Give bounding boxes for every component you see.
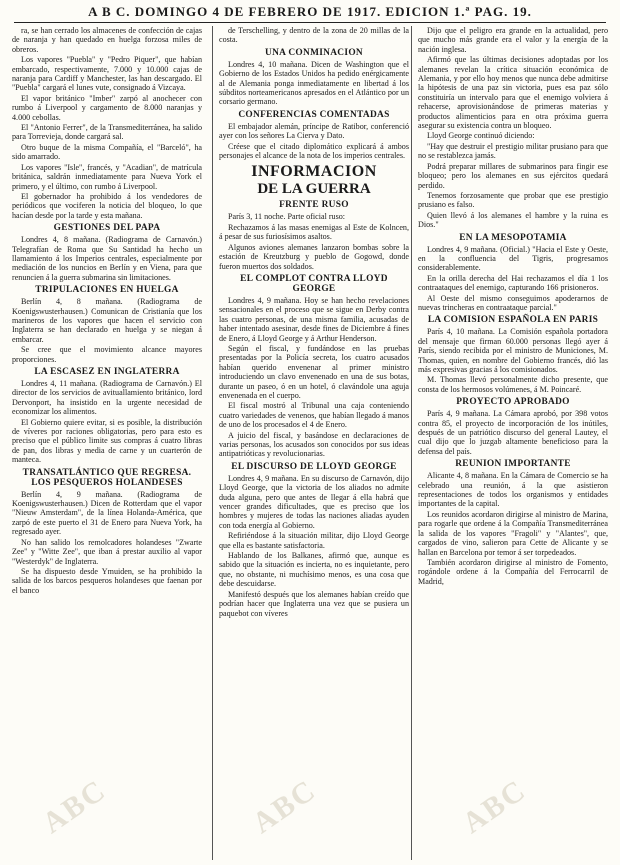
section-heading: LA ESCASEZ EN INGLATERRA [34,367,180,377]
article-paragraph: Los vapores "Isle", francés, y "Acadian", de matrícula británica, saldrán inmediatamente para Nueva York el primero, y el último, con rumbo á Liverpool. [12,162,202,191]
article-paragraph: Según el fiscal, y fundándose en las pruebas presentadas por la Policía secreta, los cuatro acusados habían querido envenenar al primer ministro introduciendo un clavo envenenado en una de sus botas, durante un paseo, ó en un hotel, ó clavándole una aguja envenenada en el cuerpo. [219,343,409,400]
watermark: ABC [456,773,533,840]
article-paragraph: Rechazamos á las masas enemigas al Este de Kolncen, á pesar de sus furiosísimos asaltos. [219,222,409,242]
article-paragraph: Se ha dispuesto desde Ymuiden, se ha prohibido la salida de los barcos pesqueros holandeses que faenan por el banco [12,566,202,595]
section-heading: UNA CONMINACION [265,47,363,58]
article-paragraph: Londres 4, 9 mañana. En su discurso de Carnavón, dijo Lloyd George, que la victoria de los aliados no admite duda alguna, pero que antes de llegar á ella habrá que vencer grandes dificultades, que es preciso que los hombres y mujeres de todas las naciones aliadas ayuden con toda energía al Gobierno. [219,473,409,530]
section-heading: GESTIONES DEL PAPA [53,223,161,234]
header-rule [14,22,606,23]
section-heading: INFORMACION [251,163,377,181]
article-paragraph: Tenemos forzosamente que probar que ese prestigio prusiano es falso. [418,190,608,210]
watermark: ABC [246,773,323,840]
page-header: A B C. DOMINGO 4 DE FEBRERO DE 1917. EDICION 1.ª PAG. 19. [88,4,532,19]
article-paragraph: Londres 4, 10 mañana. Dicen de Washington que el Gobierno de los Estados Unidos ha pedido enérgicamente al de Alemania ponga inmediatamente en libertad á los súbditos norteamericanos apresados en el Atlántico por un corsario germano. [219,59,409,107]
article-paragraph: Refiriéndose á la situación militar, dijo Lloyd George que ella es bastante satisfactoria. [219,531,409,550]
article-paragraph: También acordaron dirigirse al ministro de Fomento, rogándole ordene á la Compañía del Ferrocarril de Madrid, [418,557,608,586]
article-paragraph: Alicante 4, 8 mañana. En la Cámara de Comercio se ha celebrado una reunión, á la que asistieron representaciones de todos los organismos y entidades importantes de la capital. [418,471,608,509]
article-paragraph: Los reunidos acordaron dirigirse al ministro de Marina, para rogarle que ordene á la Compañía Transmediterránea la salida de los vapores "Fragoli" y "Alantes", que, cargados de vino, salieron para Cette de Alicante y se hallan en Barcelona por temor á ser torpedeados. [418,509,608,557]
article-paragraph: Londres 4, 9 mañana. (Oficial.) "Hacia el Este y Oeste, en la confluencia del Tigris, progresamos considerablemente. [418,244,608,273]
article-paragraph: Berlín 4, 8 mañana. (Radiograma de Koenigswusterhausen.) Comunican de Cristianía que los marineros de los vapores que hacen el servicio con Inglaterra se han declarado en huelga y se niegan á embarcar. [12,297,202,344]
column-1 [12,26,202,862]
section-heading: LA COMISION ESPAÑOLA EN PARIS [427,315,599,326]
article-paragraph: Londres 4, 11 mañana. (Radiograma de Carnavón.) El director de los servicios de avituallamiento británico, lord Dervonport, ha insistido en la urgente necesidad de economizar los alimentos. [12,379,202,417]
section-heading: EN LA MESOPOTAMIA [459,232,567,243]
section-heading: FRENTE RUSO [279,200,349,211]
article-paragraph: Afirmó que las últimas decisiones adoptadas por los alemanes revelan la crítica situación económica de Alemania, y por ello hoy menos que nunca debe admitirse la hipótesis de una paz sin victoria, pues esa paz sólo constituiría un intervalo para que el enemigo volviera á rehacerse, aprovisionándose de primeras materias y productos alimenticios para en otra próxima guerra asegurar su existencia contra un bloqueo. [418,55,608,131]
article-paragraph: Se cree que el movimiento alcance mayores proporciones. [12,345,202,364]
column-divider [411,26,412,860]
section-heading: TRIPULACIONES EN HUELGA [35,285,179,296]
column-2 [219,26,409,862]
article-paragraph: Quien llevó á los alemanes el hambre y la ruina es Dios." [418,210,608,230]
article-paragraph: El Gobierno quiere evitar, si es posible, la distribución de víveres por raciones obligatorias, pero para esto es preciso que el público limite sus compras á cuatro libras de pan, dos libras y media de carne y un cuarterón de manteca. [12,417,202,465]
article-paragraph: Manifestó después que los alemanes habían creído que podrían hacer que Inglaterra una vez que se pusiera un paquebot con víveres [219,589,409,618]
section-heading: CONFERENCIAS COMENTADAS [238,109,390,120]
article-paragraph: Algunos aviones alemanes lanzaron bombas sobre la estación de Kreutzburg y pueblo de Gogowd, donde fueron muertos dos soldados. [219,242,409,271]
section-heading: EL DISCURSO DE LLOYD GEORGE [231,461,397,472]
article-paragraph: Dijo que el peligro era grande en la actualidad, pero que mucho más grande era el valor y la energía de la nación inglesa. [418,26,608,54]
section-heading: REUNION IMPORTANTE [455,459,571,470]
article-paragraph: M. Thomas llevó personalmente dicho presente, que consta de los hermosos volúmenes, á M. Poincaré. [418,375,608,394]
section-heading: PROYECTO APROBADO [456,397,570,408]
article-paragraph: En la orilla derecha del Hai rechazamos el día 1 los contraataques del enemigo, capturando 166 prisioneros. [418,273,608,293]
article-paragraph: Otro buque de la misma Compañía, el "Barceló", ha sido amarrado. [12,142,202,162]
article-paragraph: Hablando de los Balkanes, afirmó que, aunque es sabido que la situación es incierta, no es inquietante, pero que, no obstante, ni muchísimo menos, es una cosa que debe descuidarse. [219,551,409,589]
article-paragraph: Podrá preparar millares de submarinos para fingir ese bloqueo; pero los alemanes en sus ejércitos quedará perdido. [418,161,608,190]
article-paragraph: El fiscal mostró al Tribunal una caja conteniendo cuatro variedades de venenos, que habían llegado á manos de uno de los procesados el 4 de Enero. [219,401,409,430]
article-paragraph: Lloyd George continuó diciendo: [427,131,535,141]
article-paragraph: ra, se han cerrado los almacenes de confección de cajas de naranja y han quedado en huelga forzosa miles de obreros. [12,26,202,54]
section-heading: DE LA GUERRA [257,181,371,198]
article-paragraph: París 4, 9 mañana. La Cámara aprobó, por 398 votos contra 85, el proyecto de incorporación de los inútiles, después de un patriótico discurso del general Lautey, el cual dijo que lo juzgab altamente beneficioso para la defensa del país. [418,409,608,456]
article-paragraph: de Terschelling, y dentro de la zona de 20 millas de la costa. [219,26,409,45]
article-paragraph: El vapor británico "Imber" zarpó al anochecer con rumbo á Liverpool y cargamento de 8.000 naranjas y 4.000 cebollas. [12,93,202,122]
section-heading: TRANSATLÁNTICO QUE REGRESA. LOS PESQUEROS HOLANDESES [22,467,192,488]
column-divider [212,26,213,860]
article-paragraph: A juicio del fiscal, y basándose en declaraciones de varias personas, los acusados son conocidos por sus ideas antipatrióticas y revolucionarias. [219,430,409,459]
article-paragraph: París 3, 11 noche. Parte oficial ruso: [228,212,346,222]
article-paragraph: "Hay que destruir el prestigio militar prusiano para que no se restablezca jamás. [418,141,608,161]
column-3 [418,26,608,862]
watermark: ABC [36,773,113,840]
article-paragraph: Londres 4, 8 mañana. (Radiograma de Carnavón.) Telegrafían de Roma que Su Santidad ha hecho un llamamiento á los Imperios centrales, especialmente por mediación de los nuncios en Berlín y en Viena, para que renuncien á la guerra submarina sin limitaciones. [12,235,202,282]
article-paragraph: París 4, 10 mañana. La Comisión española portadora del mensaje que firman 60.000 personas llegó ayer á París, siendo recibida por el ministro de Municiones, M. Thomas, quien, en nombre del Gobierno francés, dió las más expresivas gracias á los comisionados. [418,327,608,374]
article-paragraph: No han salido los remolcadores holandeses "Zwarte Zee" y "Witte Zee", que iban á prestar auxilio al vapor "Westerdyk" de Inglaterra. [12,537,202,566]
article-paragraph: Londres 4, 9 mañana. Hoy se han hecho revelaciones sensacionales en el proceso que se sigue en Derby contra las cuatro personas, de una misma familia, acusadas de haber intentado asesinar, desde fines de Diciembre á fines de Enero, á Lloyd George y á Arthur Henderson. [219,295,409,343]
section-heading: EL COMPLOT CONTRA LLOYD GEORGE [240,273,388,294]
article-paragraph: El "Antonio Ferrer", de la Transmediterránea, ha salido para Torrevieja, donde cargará sal. [12,123,202,142]
article-paragraph: Berlín 4, 9 mañana. (Radiograma de Koenigswusterhausen.) Dicen de Rotterdam que el vapor "Nieuw Amsterdam", de la línea Holanda-América, que zarpó de este puerto el 31 de Enero para Nueva York, ha regresado ayer. [12,489,202,537]
article-paragraph: Al Oeste del mismo conseguimos apoderarnos de nuevas trincheras en contraataque parcial." [418,293,608,312]
article-paragraph: El gobernador ha prohibido á los vendedores de periódicos que vociferen la noticia del bloqueo, lo que hacían desde por la tarde y esta mañana. [12,191,202,220]
article-paragraph: Créese que el citado diplomático explicará á ambos personajes el alcance de la nota de los imperios centrales. [219,141,409,161]
article-paragraph: El embajador alemán, príncipe de Ratibor, conferenció ayer con los señores La Cierva y Dato. [219,121,409,141]
article-paragraph: Los vapores "Puebla" y "Pedro Piquer", que habían embarcado, respectivamente, 7.000 y 10.000 cajas de naranja para Cardiff y Manchester, las han descargado. El "Puebla" cargará el lunes vute, consignado á Vizcaya. [12,55,202,93]
